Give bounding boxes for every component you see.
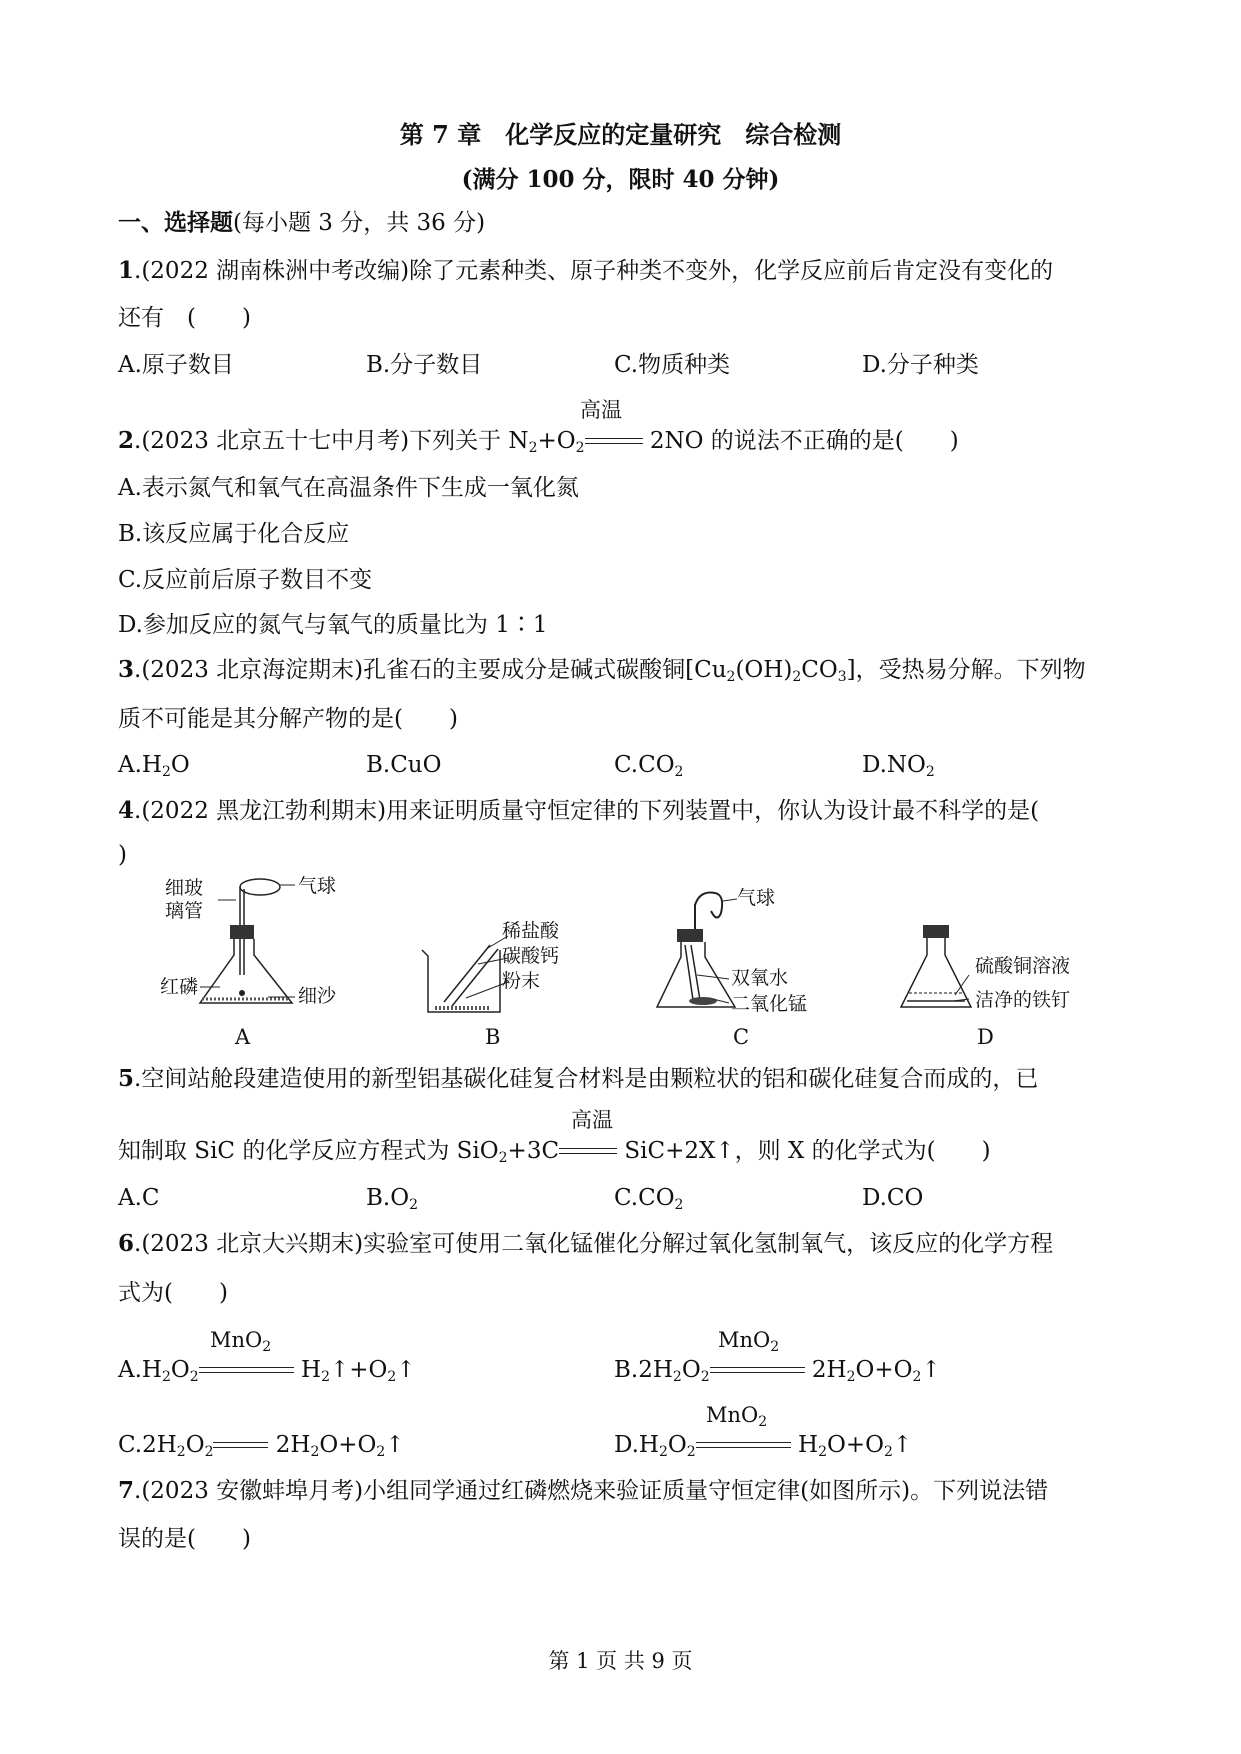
q6-option-c: $C.2H_2O_2$ $2H_2O+O_2↑$: [118, 1432, 405, 1460]
equals-sign: [199, 1365, 294, 1377]
question-6-line-1: 6.(2023 北京大兴期末)实验室可使用二氧化锰催化分解过氧化氢制氧气，该反应的化学方程: [118, 1230, 1054, 1257]
caption-a: A: [235, 1025, 251, 1049]
q3-option-c: $C.CO_2$: [614, 752, 684, 780]
q5-condition: 高温: [571, 1108, 613, 1132]
q5-option-a: A.C: [118, 1185, 160, 1211]
q3-option-d: $D.NO_2$: [862, 752, 935, 780]
question-5-line-2: 知制取 SiC 的化学反应方程式为 SiO$_2$+3C SiC+2X↑，则 X 的化学式为( ): [118, 1138, 991, 1166]
q3-option-a: $A.H_2O$: [118, 752, 190, 780]
section-heading: 一、选择题(每小题 3 分，共 36 分): [118, 209, 486, 236]
label-clean-iron-nail: 洁净的铁钉: [975, 989, 1071, 1011]
label-hydrogen-peroxide: 双氧水: [731, 967, 789, 989]
q1-option-a: A.原子数目: [118, 352, 234, 378]
equals-sign: [213, 1440, 268, 1452]
label-fine-sand: 细沙: [298, 985, 337, 1007]
caption-d: D: [977, 1025, 994, 1049]
q1-option-b: B.分子数目: [366, 352, 483, 378]
label-calcium-carbonate: 碳酸钙: [502, 945, 560, 967]
q6-option-b: $B.2H_2O_2$ $2H_2O+O_2↑$: [614, 1357, 941, 1385]
equals-sign: [585, 436, 643, 448]
q6b-condition: MnO$_2$: [718, 1328, 780, 1355]
label-powder: 粉末: [502, 970, 541, 992]
question-3-line-2: 质不可能是其分解产物的是( ): [118, 706, 458, 732]
question-1-line-2: 还有 ( ): [118, 305, 251, 331]
q1-option-c: C.物质种类: [614, 352, 731, 378]
equals-sign: [559, 1146, 617, 1158]
page-title: 第 7 章 化学反应的定量研究 综合检测: [399, 120, 842, 149]
q2-condition: 高温: [580, 398, 622, 422]
q3-option-b: B.CuO: [366, 752, 442, 778]
page-subtitle: (满分 100 分，限时 40 分钟): [461, 166, 780, 193]
q2-option-d: D.参加反应的氮气与氧气的质量比为 1∶1: [118, 612, 548, 638]
question-7-line-1: 7.(2023 安徽蚌埠月考)小组同学通过红磷燃烧来验证质量守恒定律(如图所示)。下列说法错: [118, 1477, 1049, 1504]
q5-option-c: $C.CO_2$: [614, 1185, 684, 1213]
question-3-line-1: 3.(2023 北京海淀期末)孔雀石的主要成分是碱式碳酸铜$[Cu_2(OH)_2CO_3]$，受热易分解。下列物: [118, 656, 1086, 685]
label-thin-glass-tube: 细玻: [165, 877, 204, 899]
figure-b: [410, 920, 580, 1050]
caption-b: B: [485, 1025, 501, 1049]
equals-sign: [710, 1365, 805, 1377]
caption-c: C: [733, 1025, 750, 1049]
question-2-stem: 2.(2023 北京五十七中月考)下列关于 $N_2+O_2$ 2NO 的说法不正确的是( ): [118, 427, 959, 456]
q2-option-a: A.表示氮气和氧气在高温条件下生成一氧化氮: [118, 475, 579, 501]
label-manganese-dioxide: 二氧化锰: [731, 993, 808, 1015]
question-7-line-2: 误的是( ): [118, 1526, 251, 1552]
figure-d: [895, 915, 1125, 1050]
label-red-phosphorus: 红磷: [160, 976, 199, 998]
label-dilute-hcl: 稀盐酸: [502, 920, 560, 942]
label-balloon-c: 气球: [737, 887, 776, 909]
q1-option-d: D.分子种类: [862, 352, 979, 378]
question-4-line-1: 4.(2022 黑龙江勃利期末)用来证明质量守恒定律的下列装置中，你认为设计最不科学的是(: [118, 797, 1040, 824]
q6-option-a: $A.H_2O_2$ $H_2↑+O_2↑$: [118, 1357, 416, 1385]
q2-option-b: B.该反应属于化合反应: [118, 521, 350, 547]
figure-a: [160, 875, 360, 1050]
question-6-line-2: 式为( ): [118, 1280, 228, 1306]
label-balloon: 气球: [298, 875, 337, 897]
equals-sign: [696, 1440, 791, 1452]
label-thin-glass-tube-2: 璃管: [165, 900, 204, 922]
question-5-line-1: 5.空间站舱段建造使用的新型铝基碳化硅复合材料是由颗粒状的铝和碳化硅复合而成的，已: [118, 1065, 1039, 1092]
q6a-condition: MnO$_2$: [210, 1328, 272, 1355]
question-1-line-1: 1.(2022 湖南株洲中考改编)除了元素种类、原子种类不变外，化学反应前后肯定没有变化的: [118, 257, 1054, 284]
question-4-line-2: ): [118, 842, 127, 868]
label-copper-sulfate: 硫酸铜溶液: [975, 955, 1071, 977]
q6-option-d: $D.H_2O_2$ $H_2O+O_2↑$: [614, 1432, 913, 1460]
q5-option-d: D.CO: [862, 1185, 924, 1211]
q2-option-c: C.反应前后原子数目不变: [118, 567, 373, 593]
q6d-condition: MnO$_2$: [706, 1403, 768, 1430]
q5-option-b: $B.O_2$: [366, 1185, 418, 1213]
figure-c: [655, 885, 855, 1050]
page-footer: 第 1 页 共 9 页: [548, 1649, 693, 1673]
